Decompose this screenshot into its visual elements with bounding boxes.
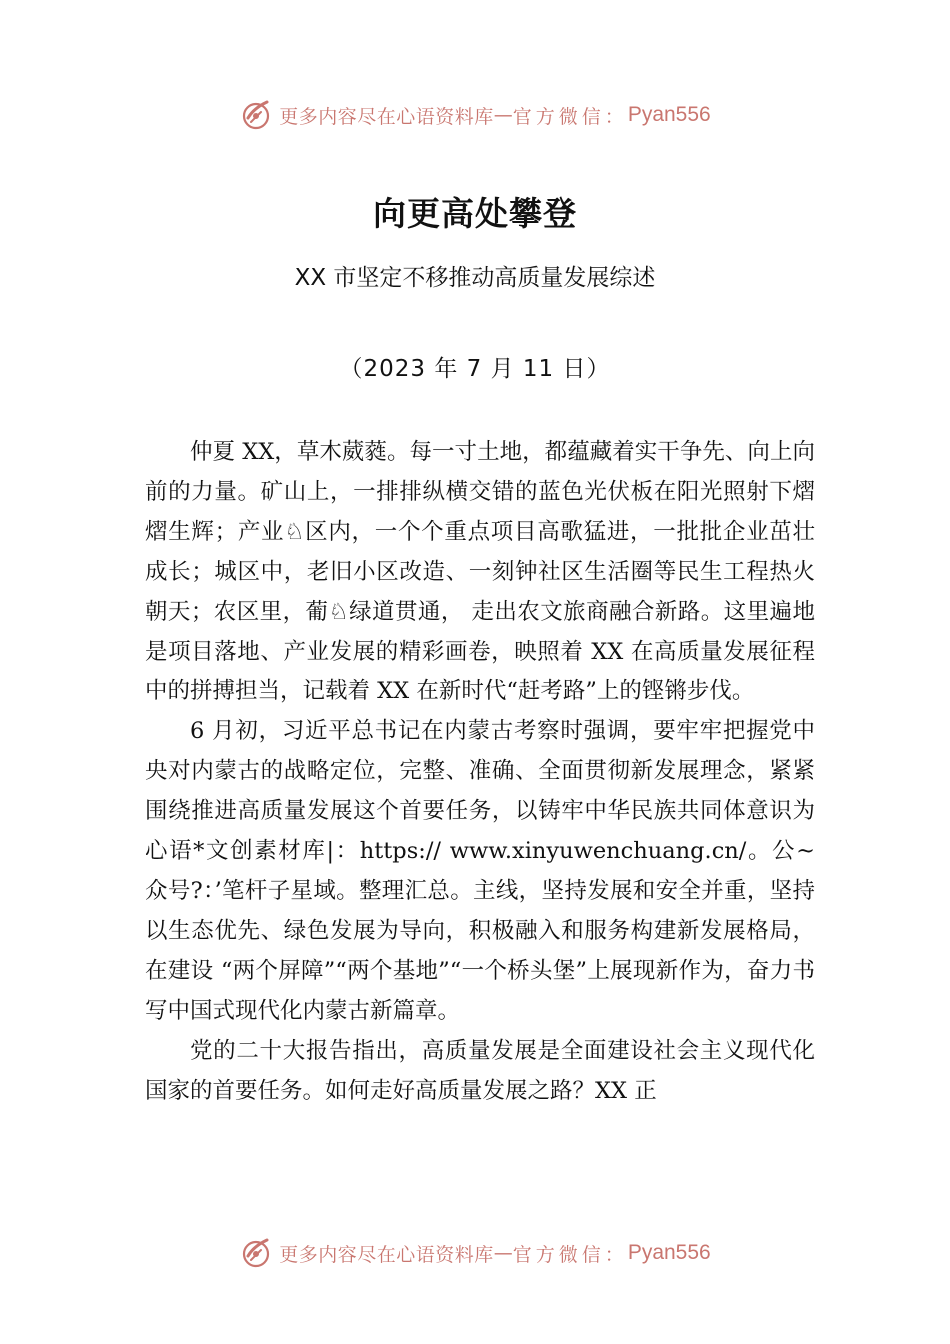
watermark-wechat-id: Pyan556 (627, 103, 711, 126)
brush-seal-icon (239, 1236, 273, 1270)
watermark-header (0, 95, 950, 135)
watermark-footer (0, 1233, 950, 1273)
paragraph-2: 6 月初，习近平总书记在内蒙古考察时强调，要牢牢把握党中央对内蒙古的战略定位，完整、准确、全面贯彻新发展理念，紧紧围绕推进高质量发展这个首要任务，以铸牢中华民族共同体意识为心语*文创素材库|：https:// www.xinyuwenchuang.cn/。公~众号?：’笔杆子星域。整理汇总。主线，坚持发展和安全并重，坚持以生态优先、绿色发展为导向，积极融入和服务构建新发展格局， 在建设 “两个屏障”“两个基地”“一个桥头堡”上展现新作为，奋力书写中国式现代化内蒙古新篇章。 (145, 718, 815, 1024)
watermark-wechat-id: Pyan556 (627, 1241, 711, 1264)
document-title: 向更高处攀登 (373, 194, 577, 233)
paragraph-3: 党的二十大报告指出，高质量发展是全面建设社会主义现代化国家的首要任务。如何走好高质量发展之路？XX 正 (145, 1037, 815, 1104)
paragraph-1: 仲夏 XX，草木葳蕤。每一寸土地，都蕴藏着实干争先、向上向前的力量。矿山上，一排排纵横交错的蓝色光伏板在阳光照射下熠熠生辉；产业♘区内，一个个重点项目高歌猛进，一批批企业茁壮成长；城区中，老旧小区改造、一刻钟社区生活圈等民生工程热火朝天；农区里，葡♘绿道贯通， 走出农文旅商融合新路。这里遍地是项目落地、产业发展的精彩画卷，映照着 XX 在高质量发展征程中的拼搏担当，记载着 XX 在新时代“赶考路”上的铿锵步伐。 (145, 439, 815, 705)
document-subtitle: XX 市坚定不移推动高质量发展综述 (294, 265, 656, 291)
watermark-dash: — (493, 104, 513, 126)
watermark-wechat-label: 官方微信： (512, 105, 628, 128)
watermark-text: 更多内容尽在心语资料库 (279, 105, 494, 128)
document-body (145, 433, 815, 1111)
watermark-dash: — (493, 1242, 513, 1264)
brush-seal-icon (239, 98, 273, 132)
watermark-text: 更多内容尽在心语资料库 (279, 1243, 494, 1266)
watermark-wechat-label: 官方微信： (512, 1243, 628, 1266)
document-date: （2023 年 7 月 11 日） (339, 356, 611, 382)
